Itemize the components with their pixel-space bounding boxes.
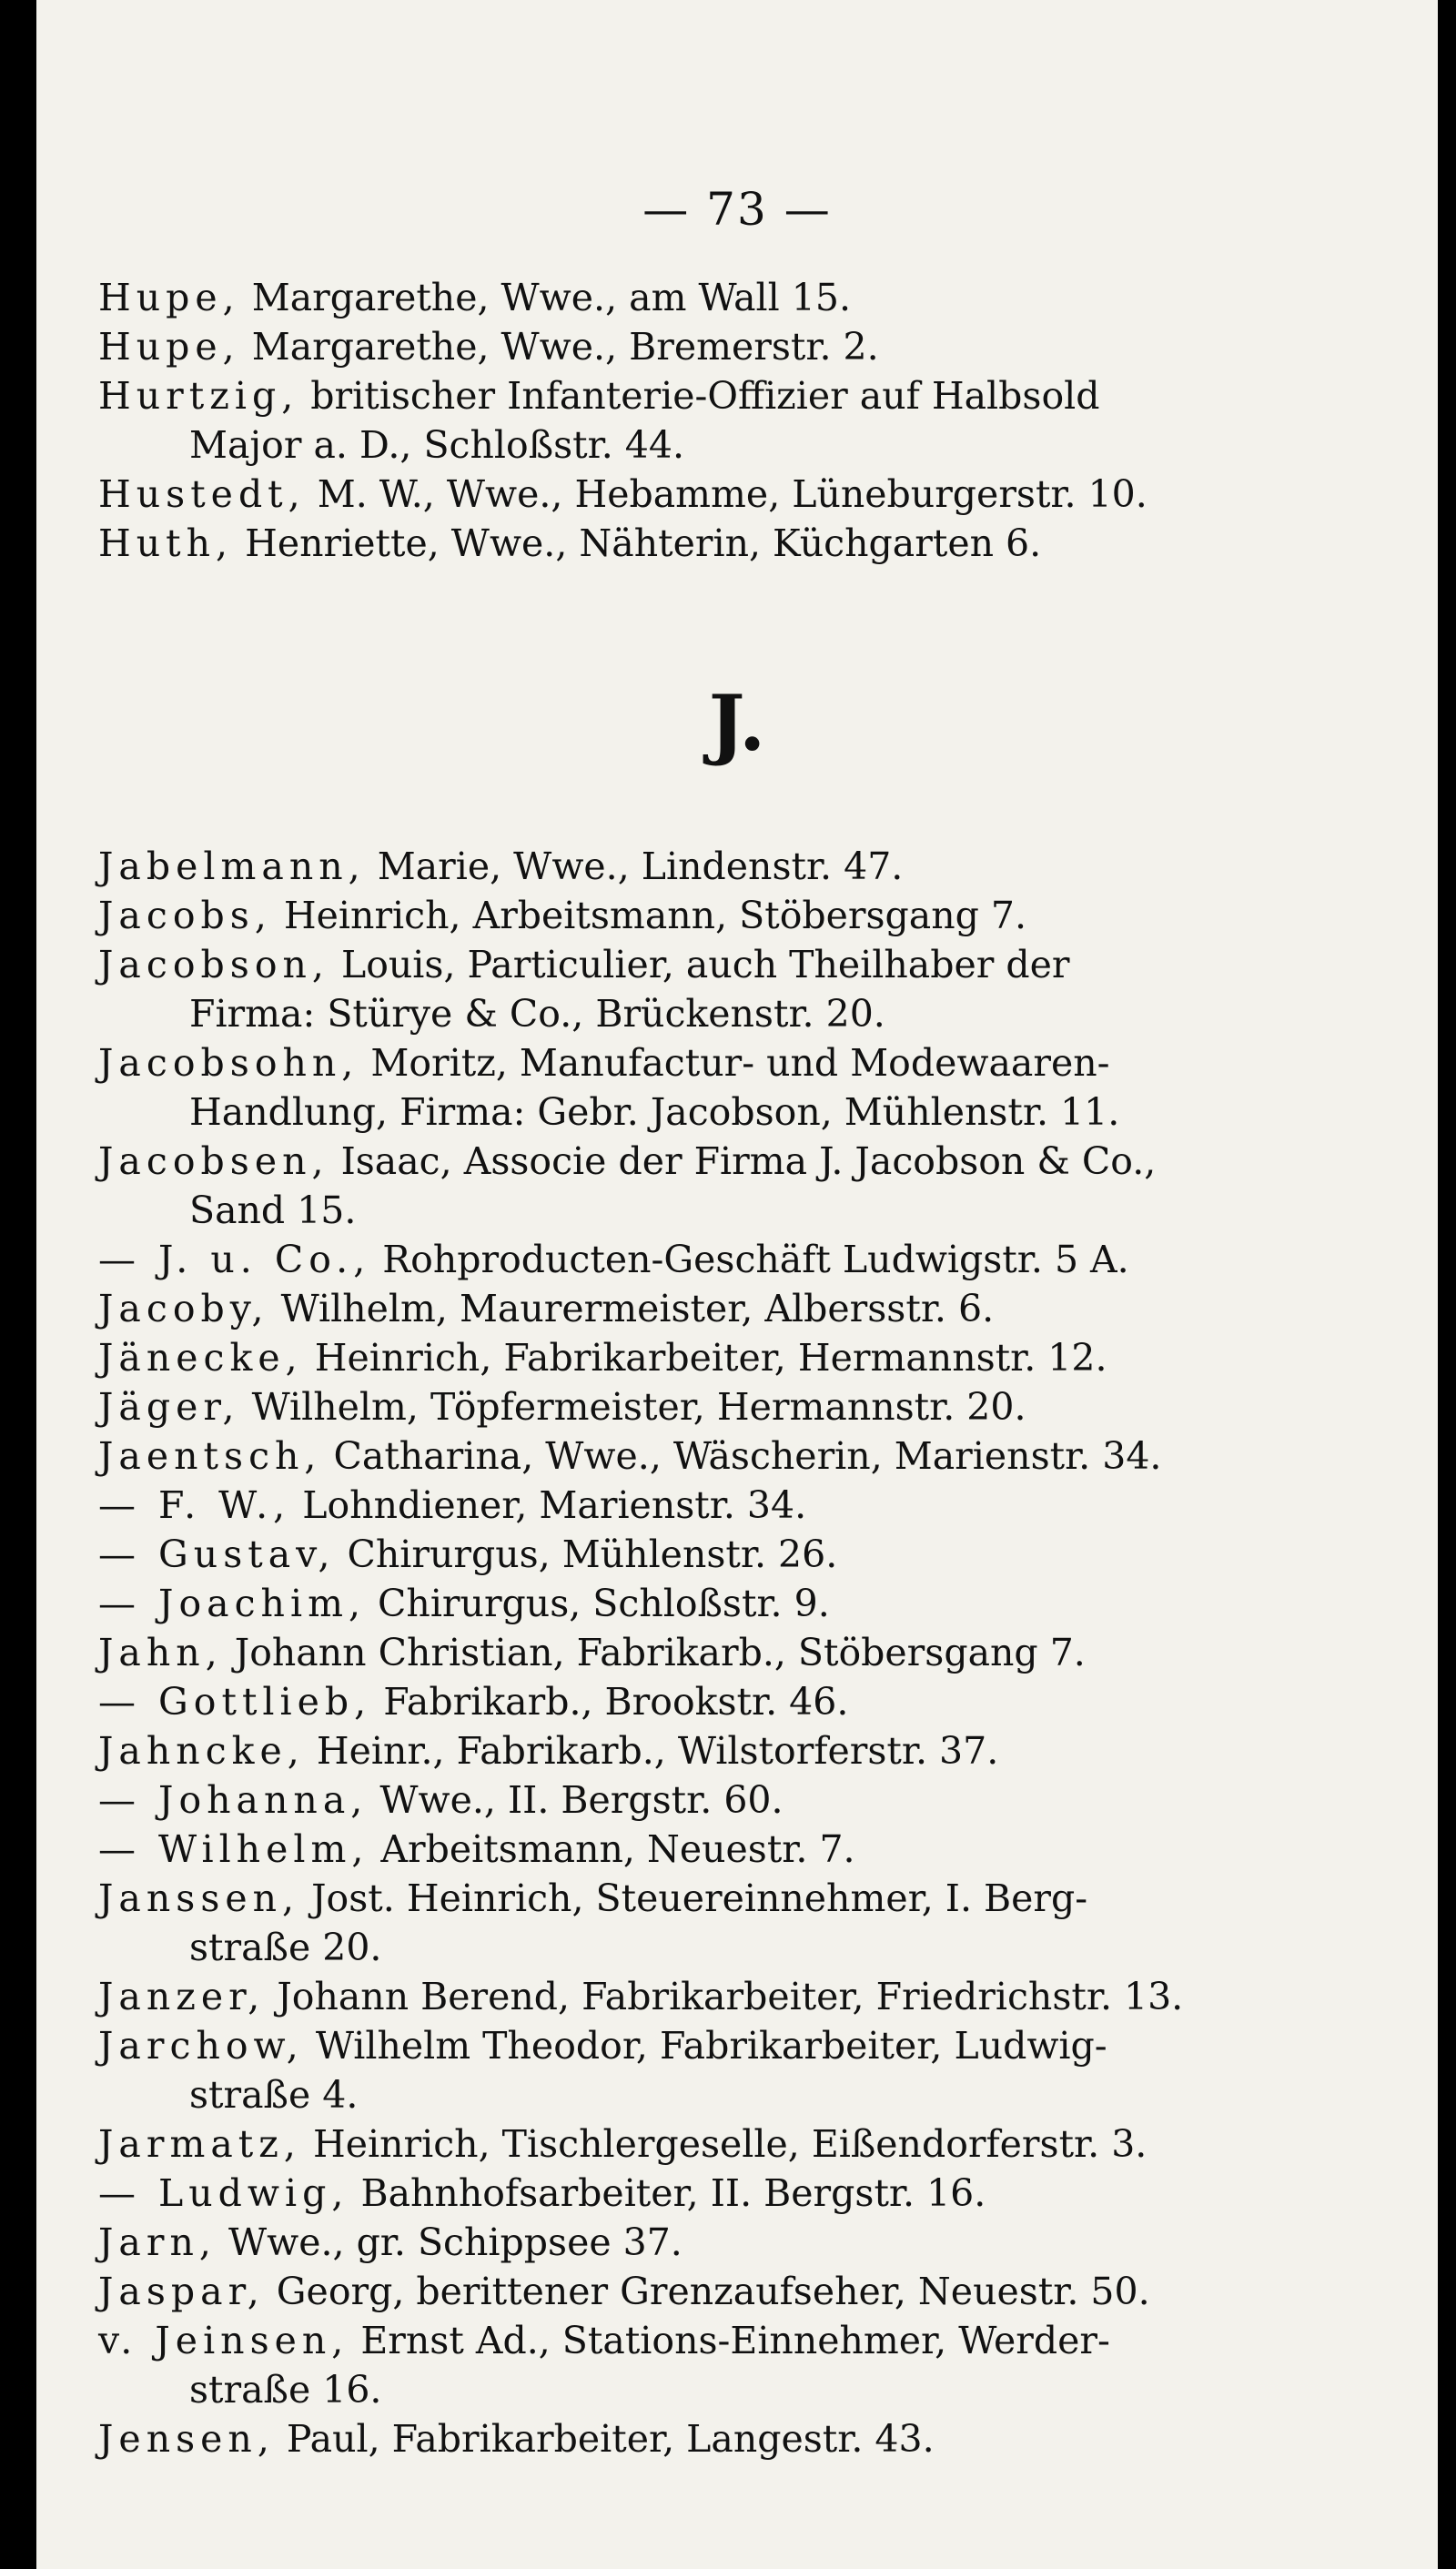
entry-name: Jacobsen,: [98, 1139, 329, 1183]
page-number: — 73 —: [642, 183, 832, 236]
directory-entry: [98, 1333, 1227, 1382]
entry-details: Jost. Heinrich, Steuereinnehmer, I. Berg-: [311, 1876, 1088, 1920]
directory-entry: [98, 1038, 1227, 1137]
directory-page: [36, 0, 1438, 2569]
entry-details: Bahnhofsarbeiter, II. Bergstr. 16.: [360, 2171, 986, 2215]
entry-name: Jänecke,: [98, 1336, 303, 1380]
entry-name: Jabelmann,: [98, 845, 366, 888]
directory-entry: [98, 1284, 1227, 1333]
directory-entry: [98, 1579, 1227, 1628]
entry-name: v. Jeinsen,: [98, 2319, 349, 2362]
entry-details: Wwe., II. Bergstr. 60.: [379, 1778, 784, 1822]
directory-entry: [98, 1235, 1227, 1284]
entry-details: Arbeitsmann, Neuestr. 7.: [380, 1827, 855, 1871]
entry-name: Jensen,: [98, 2417, 275, 2461]
directory-entry: [98, 2119, 1227, 2169]
entry-details: Paul, Fabrikarbeiter, Langestr. 43.: [286, 2417, 935, 2461]
directory-entry: [98, 1972, 1227, 2021]
entry-name: Hustedt,: [98, 472, 306, 516]
entry-name: — F. W.,: [98, 1483, 291, 1527]
directory-entry: [98, 1677, 1227, 1726]
directory-entry: [98, 2414, 1227, 2463]
entry-name: — Wilhelm,: [98, 1827, 369, 1871]
entry-name: Jahn,: [98, 1631, 223, 1674]
entry-name: — Joachim,: [98, 1582, 366, 1625]
directory-entry: [98, 1825, 1227, 1874]
entry-details: Lohndiener, Marienstr. 34.: [302, 1483, 807, 1527]
entry-details: Johann Berend, Fabrikarbeiter, Friedrichstr. 13.: [277, 1975, 1184, 2018]
entry-name: Jarchow,: [98, 2024, 304, 2068]
directory-entry: [98, 1726, 1227, 1775]
entry-details: Heinrich, Arbeitsmann, Stöbersgang 7.: [283, 894, 1027, 937]
entry-name: Jacobs,: [98, 894, 272, 937]
directory-entry: [98, 1382, 1227, 1431]
entry-name: Jacoby,: [98, 1287, 269, 1330]
entry-details: Isaac, Associe der Firma J. Jacobson & Co.,: [340, 1139, 1157, 1183]
entry-name: Jaentsch,: [98, 1434, 322, 1478]
entry-name: Janzer,: [98, 1975, 266, 2018]
entries-h-section: [98, 273, 1227, 568]
directory-entry: [98, 2316, 1227, 2414]
directory-entry: [98, 470, 1227, 519]
directory-entry: [98, 1137, 1227, 1235]
entry-details: Wwe., gr. Schippsee 37.: [228, 2220, 682, 2264]
directory-entry: [98, 891, 1227, 940]
entry-details: Wilhelm, Töpfermeister, Hermannstr. 20.: [251, 1385, 1026, 1429]
directory-entry: [98, 842, 1227, 891]
entry-name: Huth,: [98, 521, 234, 565]
entry-details: M. W., Wwe., Hebamme, Lüneburgerstr. 10.: [317, 472, 1148, 516]
entry-details: Catharina, Wwe., Wäscherin, Marienstr. 34.: [333, 1434, 1162, 1478]
entry-details: Wilhelm, Maurermeister, Albersstr. 6.: [280, 1287, 995, 1330]
entry-name: Jacobson,: [98, 943, 329, 986]
entry-name: — Johanna,: [98, 1778, 369, 1822]
entry-name: Hupe,: [98, 276, 240, 319]
directory-entry: [98, 2021, 1227, 2119]
entry-details: Heinrich, Fabrikarbeiter, Hermannstr. 12.: [314, 1336, 1107, 1380]
directory-entry: [98, 1874, 1227, 1972]
entry-name: Jahncke,: [98, 1729, 305, 1773]
entry-continuation: Firma: Stürye & Co., Brückenstr. 20.: [189, 992, 885, 1036]
entry-details: Johann Christian, Fabrikarb., Stöbersgang 7.: [234, 1631, 1086, 1674]
entry-details: Margarethe, Wwe., Bremerstr. 2.: [251, 325, 879, 369]
directory-entry: [98, 1530, 1227, 1579]
directory-entry: [98, 1481, 1227, 1530]
entry-name: Jaspar,: [98, 2270, 265, 2313]
entry-continuation: straße 4.: [189, 2073, 359, 2117]
entry-details: Chirurgus, Schloßstr. 9.: [378, 1582, 830, 1625]
entry-details: Henriette, Wwe., Nähterin, Küchgarten 6.: [245, 521, 1042, 565]
directory-entry: [98, 1628, 1227, 1677]
entry-details: britischer Infanterie-Offizier auf Halbsold: [310, 374, 1100, 418]
entry-name: — J. u. Co.,: [98, 1238, 371, 1281]
entry-continuation: straße 20.: [189, 1926, 382, 1969]
directory-entry: [98, 2169, 1227, 2218]
directory-entry: [98, 2218, 1227, 2267]
entry-details: Margarethe, Wwe., am Wall 15.: [251, 276, 851, 319]
entry-name: Jarmatz,: [98, 2122, 301, 2166]
entry-details: Georg, berittener Grenzaufseher, Neuestr. 50.: [276, 2270, 1150, 2313]
entry-name: — Gustav,: [98, 1532, 336, 1576]
directory-entry: [98, 273, 1227, 322]
entry-details: Chirurgus, Mühlenstr. 26.: [347, 1532, 838, 1576]
directory-entry: [98, 322, 1227, 371]
directory-entry: [98, 2267, 1227, 2316]
entry-name: Jarn,: [98, 2220, 217, 2264]
entry-name: Jäger,: [98, 1385, 240, 1429]
entry-continuation: Handlung, Firma: Gebr. Jacobson, Mühlenstr. 11.: [189, 1090, 1120, 1134]
entry-details: Heinrich, Tischlergeselle, Eißendorferstr. 3.: [312, 2122, 1148, 2166]
entry-name: Janssen,: [98, 1876, 300, 1920]
entry-name: Hurtzig,: [98, 374, 299, 418]
entry-continuation: Sand 15.: [189, 1188, 357, 1232]
entry-details: Wilhelm Theodor, Fabrikarbeiter, Ludwig-: [315, 2024, 1107, 2068]
directory-entry: [98, 1431, 1227, 1481]
directory-entry: [98, 371, 1227, 470]
entry-name: Jacobsohn,: [98, 1041, 359, 1085]
directory-entry: [98, 519, 1227, 568]
entry-details: Heinr., Fabrikarb., Wilstorferstr. 37.: [316, 1729, 999, 1773]
entry-details: Moritz, Manufactur- und Modewaaren-: [370, 1041, 1110, 1085]
entry-continuation: Major a. D., Schloßstr. 44.: [189, 423, 684, 467]
section-letter: J.: [708, 678, 766, 768]
entry-name: — Gottlieb,: [98, 1680, 372, 1724]
entry-details: Marie, Wwe., Lindenstr. 47.: [377, 845, 904, 888]
directory-entry: [98, 1775, 1227, 1825]
entry-details: Louis, Particulier, auch Theilhaber der: [340, 943, 1070, 986]
directory-entry: [98, 940, 1227, 1038]
entry-details: Rohproducten-Geschäft Ludwigstr. 5 A.: [382, 1238, 1129, 1281]
entry-details: Ernst Ad., Stations-Einnehmer, Werder-: [360, 2319, 1110, 2362]
entry-continuation: straße 16.: [189, 2368, 382, 2412]
entries-j-section: [98, 842, 1227, 2463]
entry-name: Hupe,: [98, 325, 240, 369]
entry-name: — Ludwig,: [98, 2171, 349, 2215]
entry-details: Fabrikarb., Brookstr. 46.: [383, 1680, 849, 1724]
